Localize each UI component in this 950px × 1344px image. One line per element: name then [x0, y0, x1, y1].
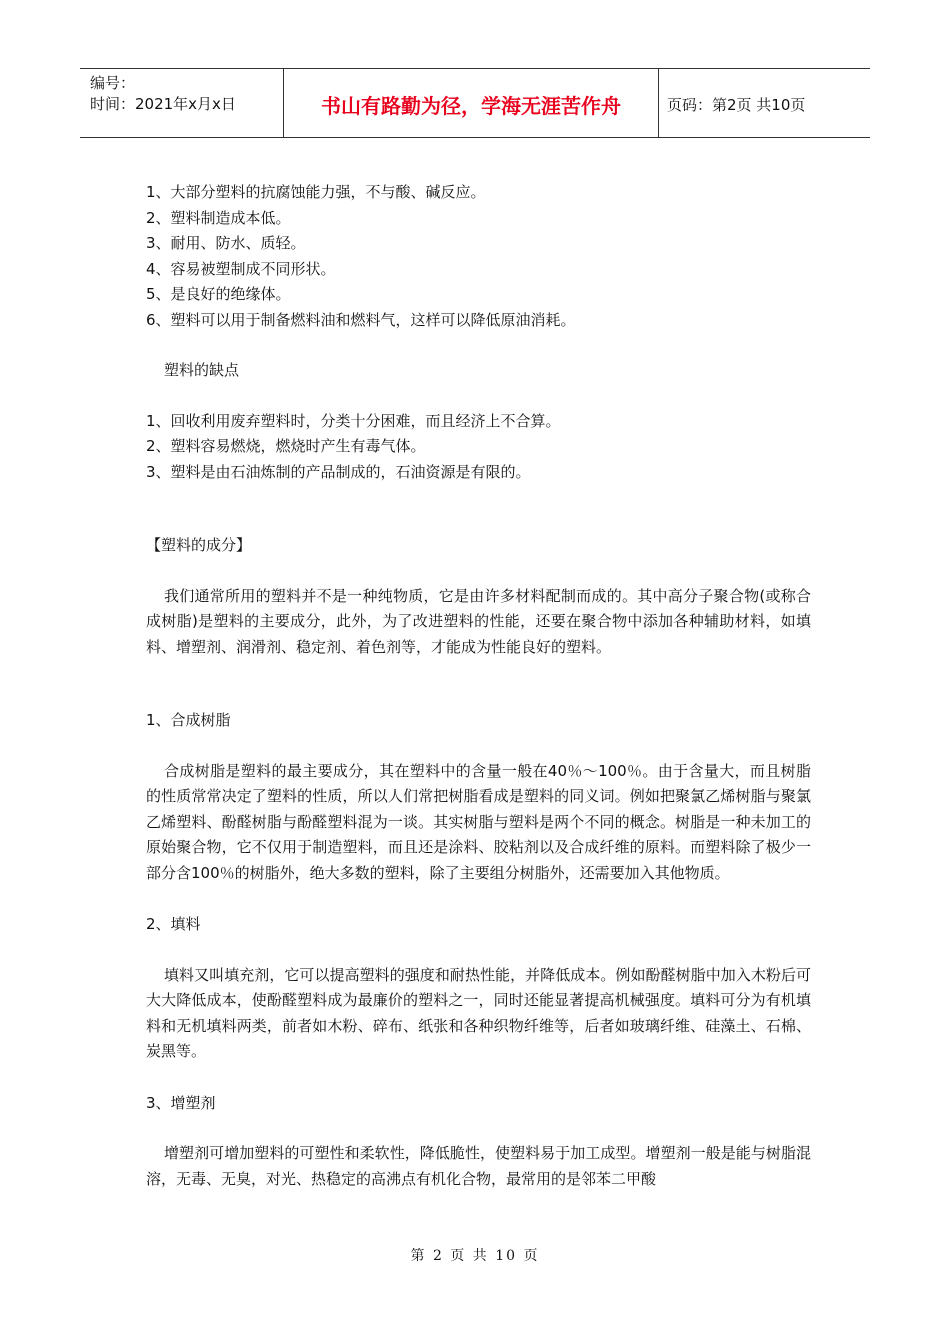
advantage-item: 6、塑料可以用于制备燃料油和燃料气，这样可以降低原油消耗。	[146, 310, 576, 329]
document-body	[146, 180, 811, 1192]
disadvantages-title: 塑料的缺点	[164, 361, 240, 379]
advantage-item: 3、耐用、防水、质轻。	[146, 234, 306, 252]
composition-title: 【塑料的成分】	[146, 536, 252, 554]
composition-intro: 我们通常所用的塑料并不是一种纯物质，它是由许多材料配制而成的。其中高分子聚合物(或称合成树脂)是塑料的主要成分，此外，为了改进塑料的性能，还要在聚合物中添加各种辅助材料，如填料、增塑剂、润滑剂、稳定剂、着色剂等，才能成为性能良好的塑料。	[146, 586, 811, 656]
page-footer: 第 2 页 共 10 页	[410, 1248, 540, 1264]
section-title-plasticizer: 3、增塑剂	[146, 1093, 216, 1112]
header-meta	[80, 69, 284, 137]
page-header	[80, 68, 870, 138]
section-text-plasticizer: 增塑剂可增加塑料的可塑性和柔软性，降低脆性，使塑料易于加工成型。增塑剂一般是能与树脂混溶，无毒、无臭，对光、热稳定的高沸点有机化合物，最常用的是邻苯二甲酸	[146, 1144, 811, 1188]
header-motto: 书山有路勤为径，学海无涯苦作舟	[284, 69, 659, 137]
section-title-resin: 1、合成树脂	[146, 711, 231, 729]
advantage-item: 2、塑料制造成本低。	[146, 208, 291, 227]
disadvantage-item: 3、塑料是由石油炼制的产品制成的，石油资源是有限的。	[146, 462, 531, 481]
serial-label: 编号：	[90, 74, 136, 92]
advantage-item: 5、是良好的绝缘体。	[146, 285, 291, 303]
header-page-info: 页码：第2页 共10页	[667, 95, 806, 114]
time-label: 时间：2021年x月x日	[90, 95, 236, 113]
disadvantage-item: 1、回收利用废弃塑料时，分类十分困难，而且经济上不合算。	[146, 411, 561, 430]
section-text-resin: 合成树脂是塑料的最主要成分，其在塑料中的含量一般在40％～100％。由于含量大，而且树脂的性质常常决定了塑料的性质，所以人们常把树脂看成是塑料的同义词。例如把聚氯乙烯树脂与聚氯乙烯塑料、酚醛树脂与酚醛塑料混为一谈。其实树脂与塑料是两个不同的概念。树脂是一种未加工的原始聚合物，它不仅用于制造塑料，而且还是涂料、胶粘剂以及合成纤维的原料。而塑料除了极少一部分含100％的树脂外，绝大多数的塑料，除了主要组分树脂外，还需要加入其他物质。	[146, 761, 811, 882]
section-text-filler: 填料又叫填充剂，它可以提高塑料的强度和耐热性能，并降低成本。例如酚醛树脂中加入木粉后可大大降低成本，使酚醛塑料成为最廉价的塑料之一，同时还能显著提高机械强度。填料可分为有机填料和无机填料两类，前者如木粉、碎布、纸张和各种织物纤维等，后者如玻璃纤维、硅藻土、石棉、炭黑等。	[146, 965, 811, 1060]
advantage-item: 1、大部分塑料的抗腐蚀能力强，不与酸、碱反应。	[146, 183, 486, 201]
advantage-item: 4、容易被塑制成不同形状。	[146, 259, 336, 278]
section-title-filler: 2、填料	[146, 915, 201, 933]
disadvantage-item: 2、塑料容易燃烧，燃烧时产生有毒气体。	[146, 437, 426, 455]
